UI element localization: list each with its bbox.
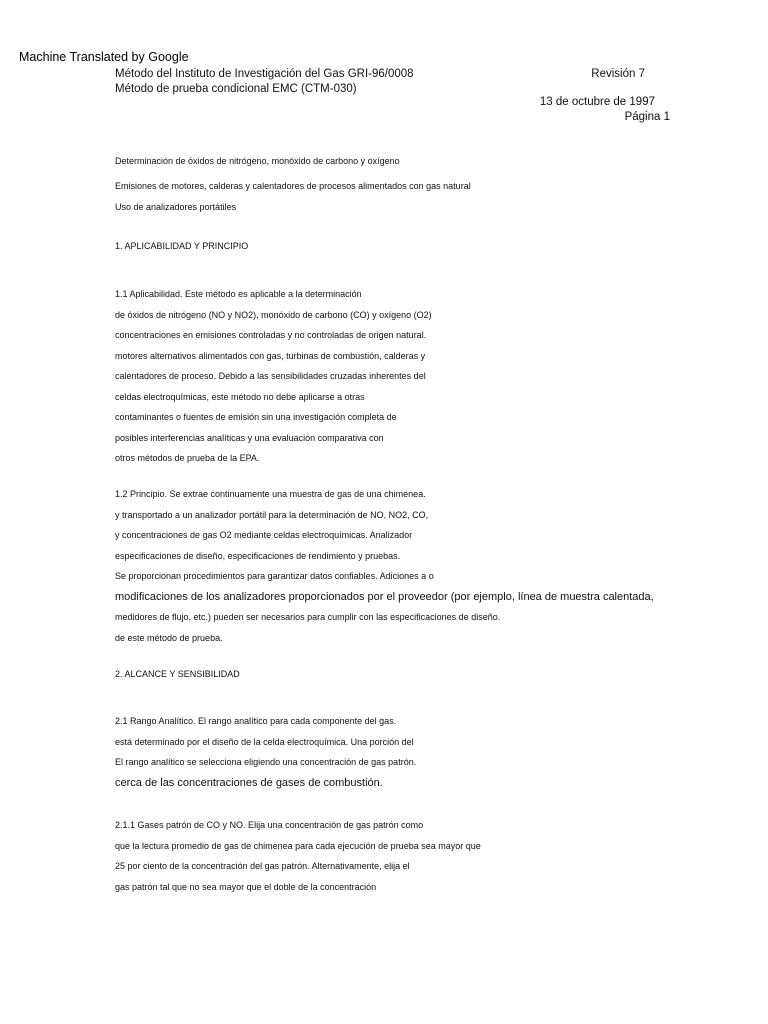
title-line-3: Uso de analizadores portátiles (115, 202, 237, 212)
paragraph-line: calentadores de proceso. Debido a las sensibilidades cruzadas inherentes del (115, 371, 426, 381)
paragraph-line: gas patrón tal que no sea mayor que el doble de la concentración (115, 881, 377, 892)
paragraph-line: 2.1 Rango Analítico. El rango analítico para cada componente del gas. (115, 716, 397, 726)
paragraph-line: medidores de flujo, etc.) pueden ser necesarios para cumplir con las especificaciones de diseño. (115, 612, 501, 622)
paragraph-line: celdas electroquímicas, este método no debe aplicarse a otras (115, 391, 365, 402)
paragraph-line: especificaciones de diseño, especificaciones de rendimiento y pruebas. (115, 550, 401, 561)
section-1-heading: 1. APLICABILIDAD Y PRINCIPIO (115, 241, 249, 251)
paragraph-line: concentraciones en emisiones controladas y no controladas de origen natural. (115, 330, 427, 340)
paragraph-1-1 (115, 288, 675, 473)
paragraph-line: 25 por ciento de la concentración del gas patrón. Alternativamente, elija el (115, 861, 410, 871)
paragraph-2-1-1 (115, 819, 675, 901)
paragraph-line: Se proporcionan procedimientos para garantizar datos confiables. Adiciones a o (115, 571, 434, 581)
paragraph-2-1 (115, 715, 675, 797)
revision-label: Revisión 7 (591, 68, 645, 80)
paragraph-line: de este método de prueba. (115, 632, 223, 643)
paragraph-line: que la lectura promedio de gas de chimenea para cada ejecución de prueba sea mayor que (115, 840, 481, 851)
machine-translation-banner: Machine Translated by Google (19, 50, 189, 64)
paragraph-1-2 (115, 488, 675, 652)
paragraph-line: de óxidos de nitrógeno (NO y NO2), monóxido de carbono (CO) y oxígeno (O2) (115, 309, 432, 320)
paragraph-line: 1.2 Principio. Se extrae continuamente una muestra de gas de una chimenea. (115, 489, 426, 499)
paragraph-line: modificaciones de los analizadores proporcionados por el proveedor (por ejemplo, línea de muestra calentada, (115, 590, 654, 603)
paragraph-line: otros métodos de prueba de la EPA. (115, 453, 260, 463)
title-line-1: Determinación de óxidos de nitrógeno, monóxido de carbono y oxígeno (115, 156, 400, 166)
paragraph-line: contaminantes o fuentes de emisión sin una investigación completa de (115, 412, 397, 422)
document-title: Método del Instituto de Investigación del Gas GRI-96/0008 (115, 68, 414, 80)
document-subtitle: Método de prueba condicional EMC (CTM-030) (115, 83, 357, 95)
page-number: Página 1 (624, 111, 670, 123)
paragraph-line: El rango analítico se selecciona eligiendo una concentración de gas patrón. (115, 757, 417, 767)
title-line-2: Emisiones de motores, calderas y calentadores de procesos alimentados con gas natural (115, 181, 471, 191)
paragraph-line: 2.1.1 Gases patrón de CO y NO. Elija una concentración de gas patrón como (115, 820, 424, 830)
paragraph-line: 1.1 Aplicabilidad. Este método es aplicable a la determinación (115, 289, 362, 299)
paragraph-line: cerca de las concentraciones de gases de combustión. (115, 776, 383, 789)
paragraph-line: y concentraciones de gas O2 mediante celdas electroquímicas. Analizador (115, 530, 413, 540)
paragraph-line: motores alternativos alimentados con gas, turbinas de combustión, calderas y (115, 350, 426, 361)
paragraph-line: posibles interferencias analíticas y una evaluación comparativa con (115, 432, 384, 443)
paragraph-line: está determinado por el diseño de la celda electroquímica. Una porción del (115, 736, 414, 747)
paragraph-line: y transportado a un analizador portátil para la determinación de NO, NO2, CO, (115, 509, 429, 520)
section-2-heading: 2. ALCANCE Y SENSIBILIDAD (115, 669, 240, 679)
document-date: 13 de octubre de 1997 (539, 96, 655, 108)
